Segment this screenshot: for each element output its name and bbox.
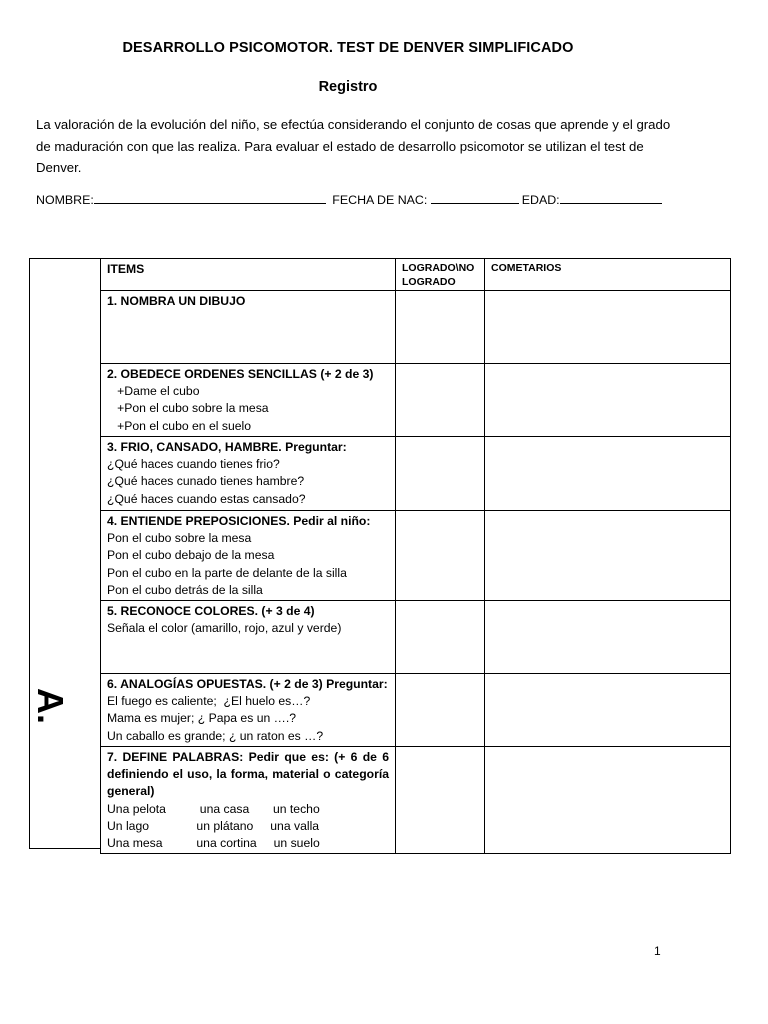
item-cell — [101, 291, 396, 364]
item-cell — [101, 511, 396, 601]
table-row — [101, 364, 731, 437]
logrado-cell[interactable] — [396, 674, 485, 747]
table-row — [101, 291, 731, 364]
header-logrado: LOGRADO\NO LOGRADO — [396, 259, 485, 291]
patient-info-line — [36, 192, 716, 207]
comentarios-cell[interactable] — [485, 437, 731, 511]
item-line: Una pelota una casa un techo — [107, 801, 320, 816]
denver-test-table — [100, 258, 731, 854]
item-line: +Dame el cubo — [107, 384, 200, 399]
logrado-cell[interactable] — [396, 747, 485, 854]
comentarios-cell[interactable] — [485, 674, 731, 747]
item-cell — [101, 437, 396, 511]
logrado-cell[interactable] — [396, 364, 485, 437]
nombre-field[interactable] — [94, 192, 326, 204]
item-title: 4. ENTIENDE PREPOSICIONES. Pedir al niño: — [107, 514, 371, 528]
table-row — [101, 601, 731, 674]
table-row — [101, 747, 731, 854]
logrado-cell[interactable] — [396, 601, 485, 674]
item-title: 3. FRIO, CANSADO, HAMBRE. Preguntar: — [107, 440, 347, 454]
item-cell — [101, 747, 396, 854]
item-line: ¿Qué haces cuando estas cansado? — [107, 491, 306, 506]
table-row — [101, 437, 731, 511]
item-line: Pon el cubo en la parte de delante de la silla — [107, 565, 347, 580]
intro-paragraph: La valoración de la evolución del niño, se efectúa considerando el conjunto de cosas que aprende y el grado de maduración con que las realiza. Para evaluar el estado de desarrollo psicomotor se utilizan el test de Denver. — [36, 117, 671, 175]
fecha-nac-label: FECHA DE NAC: — [332, 193, 428, 207]
item-line: ¿Qué haces cunado tienes hambre? — [107, 474, 305, 489]
comentarios-cell[interactable] — [485, 511, 731, 601]
item-line: Un caballo es grande; ¿ un raton es …? — [107, 728, 324, 743]
logrado-cell[interactable] — [396, 511, 485, 601]
comentarios-cell[interactable] — [485, 291, 731, 364]
item-line: +Pon el cubo en el suelo — [107, 418, 251, 433]
item-line: Mama es mujer; ¿ Papa es un ….? — [107, 711, 296, 726]
item-line: Pon el cubo sobre la mesa — [107, 531, 252, 546]
logrado-cell[interactable] — [396, 437, 485, 511]
item-line: Pon el cubo detrás de la silla — [107, 582, 263, 597]
item-line: Pon el cubo debajo de la mesa — [107, 548, 275, 563]
item-cell — [101, 674, 396, 747]
item-title: 7. DEFINE PALABRAS: Pedir que es: (+ 6 de 6 definiendo el uso, la forma, material o categoría general) — [107, 750, 389, 799]
comentarios-cell[interactable] — [485, 747, 731, 854]
item-line: El fuego es caliente; ¿El huelo es…? — [107, 694, 311, 709]
document-title: DESARROLLO PSICOMOTOR. TEST DE DENVER SIMPLIFICADO — [122, 40, 574, 56]
header-items: ITEMS — [101, 259, 396, 291]
item-line: +Pon el cubo sobre la mesa — [107, 401, 269, 416]
item-title: 6. ANALOGÍAS OPUESTAS. (+ 2 de 3) Preguntar: — [107, 677, 388, 692]
item-line: Un lago un plátano una valla — [107, 818, 320, 833]
logrado-cell[interactable] — [396, 291, 485, 364]
comentarios-cell[interactable] — [485, 601, 731, 674]
nombre-label: NOMBRE: — [36, 193, 94, 207]
page-number: 1 — [654, 944, 661, 958]
section-sidebar — [29, 258, 100, 849]
item-cell — [101, 364, 396, 437]
table-header-row — [101, 259, 731, 291]
table-row — [101, 674, 731, 747]
table-body — [101, 291, 731, 854]
item-line: Señala el color (amarillo, rojo, azul y verde) — [107, 621, 342, 636]
item-cell — [101, 601, 396, 674]
header-comentarios: COMETARIOS — [485, 259, 731, 291]
edad-field[interactable] — [560, 192, 662, 204]
comentarios-cell[interactable] — [485, 364, 731, 437]
fecha-nac-field[interactable] — [431, 192, 519, 204]
document-subtitle: Registro — [318, 79, 378, 95]
table-row — [101, 511, 731, 601]
item-line: Una mesa una cortina un suelo — [107, 836, 320, 851]
item-title: 5. RECONOCE COLORES. (+ 3 de 4) — [107, 604, 315, 619]
edad-label: EDAD: — [521, 193, 560, 207]
item-line: ¿Qué haces cuando tienes frio? — [107, 457, 280, 472]
item-title: 2. OBEDECE ORDENES SENCILLAS (+ 2 de 3) — [107, 367, 374, 381]
item-title: 1. NOMBRA UN DIBUJO — [107, 294, 246, 308]
section-label-suffix: A. — [30, 688, 71, 724]
